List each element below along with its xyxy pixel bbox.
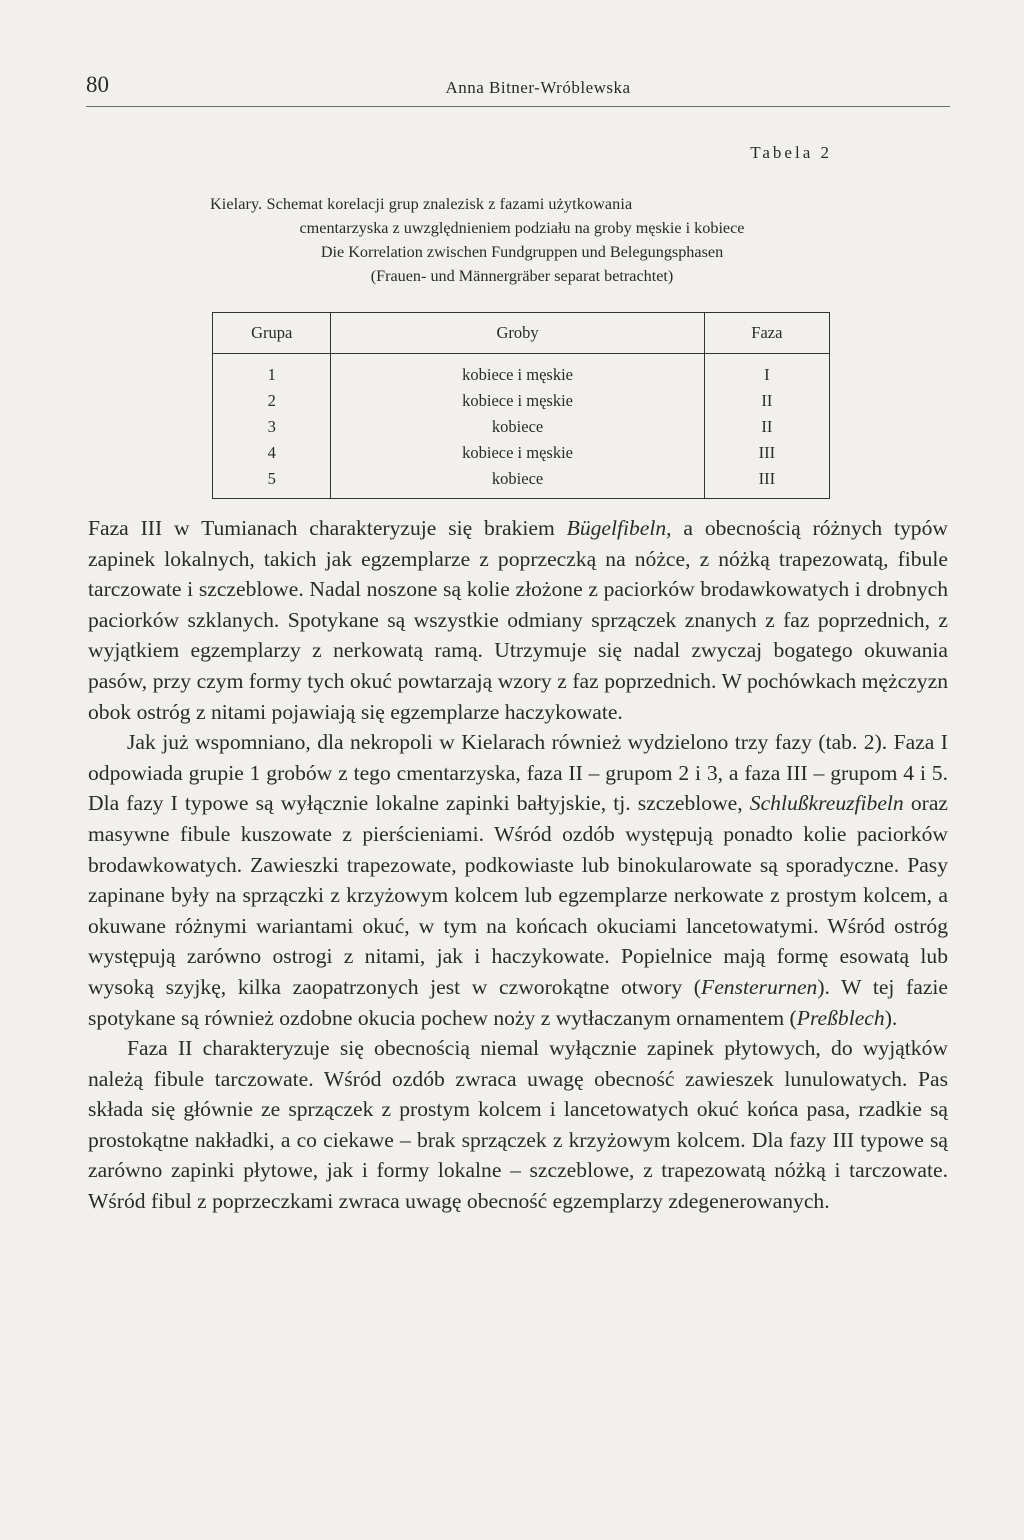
caption-line: Kielary. Schemat korelacji grup znalezisk z fazami użytkowania	[210, 195, 633, 213]
table-row	[213, 440, 830, 466]
column-header-faza: Faza	[704, 313, 829, 354]
cell-faza: II	[704, 414, 829, 440]
table-header-row	[213, 313, 830, 354]
text-run: oraz masywne fibule kuszowate z pierścieniami. Wśród ozdób występują ponadto kolie paciorków brodawkowatych. Zawieszki trapezowate, podkowiaste lub binokularowate są sporadyczne. Pasy zapinane były na sprzączki z krzyżowym kolcem lub egzemplarze nerkowate z prostym kolcem, a okuwane różnymi wariantami okuć, w tym na końcach okuciami lancetowatymi. Wśród ostróg występują zarówno ostrogi z nitami, jak i haczykowate. Popielnice mają formę esowatą lub wysoką szyjkę, kilka zaopatrzonych jest w czworokątne otwory (	[88, 791, 948, 999]
page-header	[86, 70, 950, 104]
cell-groby: kobiece i męskie	[331, 354, 704, 389]
correlation-table	[212, 312, 830, 499]
cell-grupa: 2	[213, 388, 331, 414]
text-run: ). W tej fazie spotykane są również ozdobne okucia pochew noży z wytłaczanym ornamentem (	[88, 974, 948, 1030]
table-row	[213, 414, 830, 440]
text-run: , a obecnością różnych typów zapinek lokalnych, takich jak egzemplarze z poprzeczką na nóżce, z nóżką trapezowatą, fibule tarczowate i szczeblowe. Nadal noszone są kolie złożone z paciorków brodawkowatych i drobnych paciorków szklanych. Spotykane są wszystkie odmiany sprzączek znanych z faz poprzednich, z wyjątkiem egzemplarzy z nerkowatą ramą. Utrzymuje się nadal zwyczaj bogatego okuwania pasów, przy czym formy tych okuć powtarzają wzory z faz poprzednich. W pochówkach mężczyzn obok ostróg z nitami pojawiają się egzemplarze haczykowate.	[88, 516, 948, 724]
cell-groby: kobiece i męskie	[331, 388, 704, 414]
paragraph-faza-iii-tumiany	[88, 513, 948, 727]
cell-faza: II	[704, 388, 829, 414]
italic-term: Schlußkreuzfibeln	[749, 791, 904, 816]
cell-faza: III	[704, 440, 829, 466]
text-run: Jak już wspomniano, dla nekropoli w Kielarach również wydzielono trzy fazy (tab. 2). Faza I odpowiada grupie 1 grobów z tego cmentarzyska, faza II – grupom 2 i 3, a faza III – grupom 4 i 5. Dla fazy I typowe są wyłącznie lokalne zapinki bałtyjskie, tj. szczeblowe,	[88, 730, 948, 816]
cell-grupa: 1	[213, 354, 331, 389]
table-row	[213, 354, 830, 389]
cell-groby: kobiece	[331, 466, 704, 499]
text-run: Faza II charakteryzuje się obecnością niemal wyłącznie zapinek płytowych, do wyjątków należą fibule tarczowate. Wśród ozdób zwraca uwagę obecność zawieszek lunulowatych. Pas składa się głównie ze sprzączek z prostym kolcem i lancetowatych okuć końca pasa, rzadkie są prostokątne nakładki, a co ciekawe – brak sprzączek z krzyżowym kolcem. Dla fazy III typowe są zarówno zapinki płytowe, jak i formy lokalne – szczeblowe, z trapezowatą nóżką i tarczowate. Wśród fibul z poprzeczkami zwraca uwagę obecność egzemplarzy zdegenerowanych.	[88, 1036, 948, 1214]
italic-term: Bügelfibeln	[566, 516, 667, 540]
italic-term: Fensterurnen	[701, 974, 818, 999]
cell-groby: kobiece	[331, 414, 704, 440]
paragraph-faza-ii	[88, 1033, 948, 1217]
italic-term: Preßblech	[796, 1005, 885, 1030]
column-header-grupa: Grupa	[213, 313, 331, 354]
text-run: ).	[884, 1005, 898, 1030]
body-text	[88, 513, 948, 1217]
paragraph-kielary-fazy	[88, 727, 948, 1033]
text-run: Faza III w Tumianach charakteryzuje się brakiem	[88, 516, 567, 540]
column-header-groby: Groby	[331, 313, 704, 354]
page-number: 80	[86, 72, 109, 97]
header-rule	[86, 106, 950, 107]
cell-grupa: 3	[213, 414, 331, 440]
table-row	[213, 388, 830, 414]
table-caption	[210, 192, 834, 288]
cell-grupa: 5	[213, 466, 331, 499]
running-head-author: Anna Bitner-Wróblewska	[445, 78, 631, 97]
caption-line: cmentarzyska z uwzględnieniem podziału na groby męskie i kobiece	[299, 219, 745, 237]
table-row	[213, 466, 830, 499]
caption-line: (Frauen- und Männergräber separat betrachtet)	[370, 267, 674, 285]
cell-groby: kobiece i męskie	[331, 440, 704, 466]
cell-faza: III	[704, 466, 829, 499]
caption-line: Die Korrelation zwischen Fundgruppen und Belegungsphasen	[320, 243, 724, 261]
cell-faza: I	[704, 354, 829, 389]
cell-grupa: 4	[213, 440, 331, 466]
table-label: Tabela 2	[750, 143, 832, 162]
